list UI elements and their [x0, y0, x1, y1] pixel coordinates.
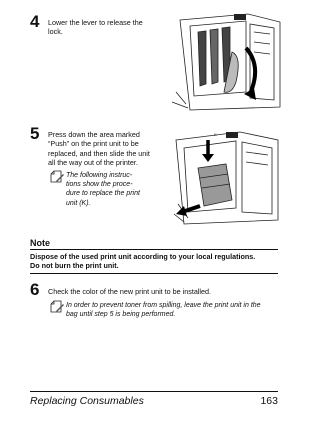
note-rule-bottom [30, 273, 278, 274]
illustration-slide-out-unit [170, 128, 280, 226]
figure-label: K [214, 132, 217, 137]
step-4-text: Lower the lever to release the lock. [48, 18, 143, 37]
step-5-text: Press down the area marked “Push” on the print unit to be replaced, and then slide the unit all the way out of the printer. [48, 130, 150, 168]
footer-section-title: Replacing Consumables [30, 395, 144, 407]
footer-rule [30, 391, 278, 392]
step-6-text: Check the color of the new print unit to be installed. [48, 287, 212, 296]
step-6-number: 6 [30, 280, 40, 299]
pencil-note-icon [50, 170, 64, 184]
step-6-note-text: In order to prevent toner from spilling, leave the print unit in the bag until step 5 is being performed. [66, 302, 261, 319]
print-unit-drawing [170, 128, 280, 226]
page-number: 163 [260, 395, 278, 407]
step-5-number: 5 [30, 124, 40, 143]
printer-lever-drawing [170, 12, 282, 112]
note-heading: Note [30, 238, 50, 248]
note-rule-top [30, 249, 278, 250]
step-5-note-text: The following instruc- tions show the proce- dure to replace the print unit (K). [66, 172, 140, 207]
note-body: Dispose of the used print unit according to your local regulations. Do not burn the print unit. [30, 252, 256, 271]
step-4-number: 4 [30, 12, 40, 31]
pencil-note-icon-2 [50, 300, 64, 314]
illustration-lower-lever [170, 12, 282, 112]
